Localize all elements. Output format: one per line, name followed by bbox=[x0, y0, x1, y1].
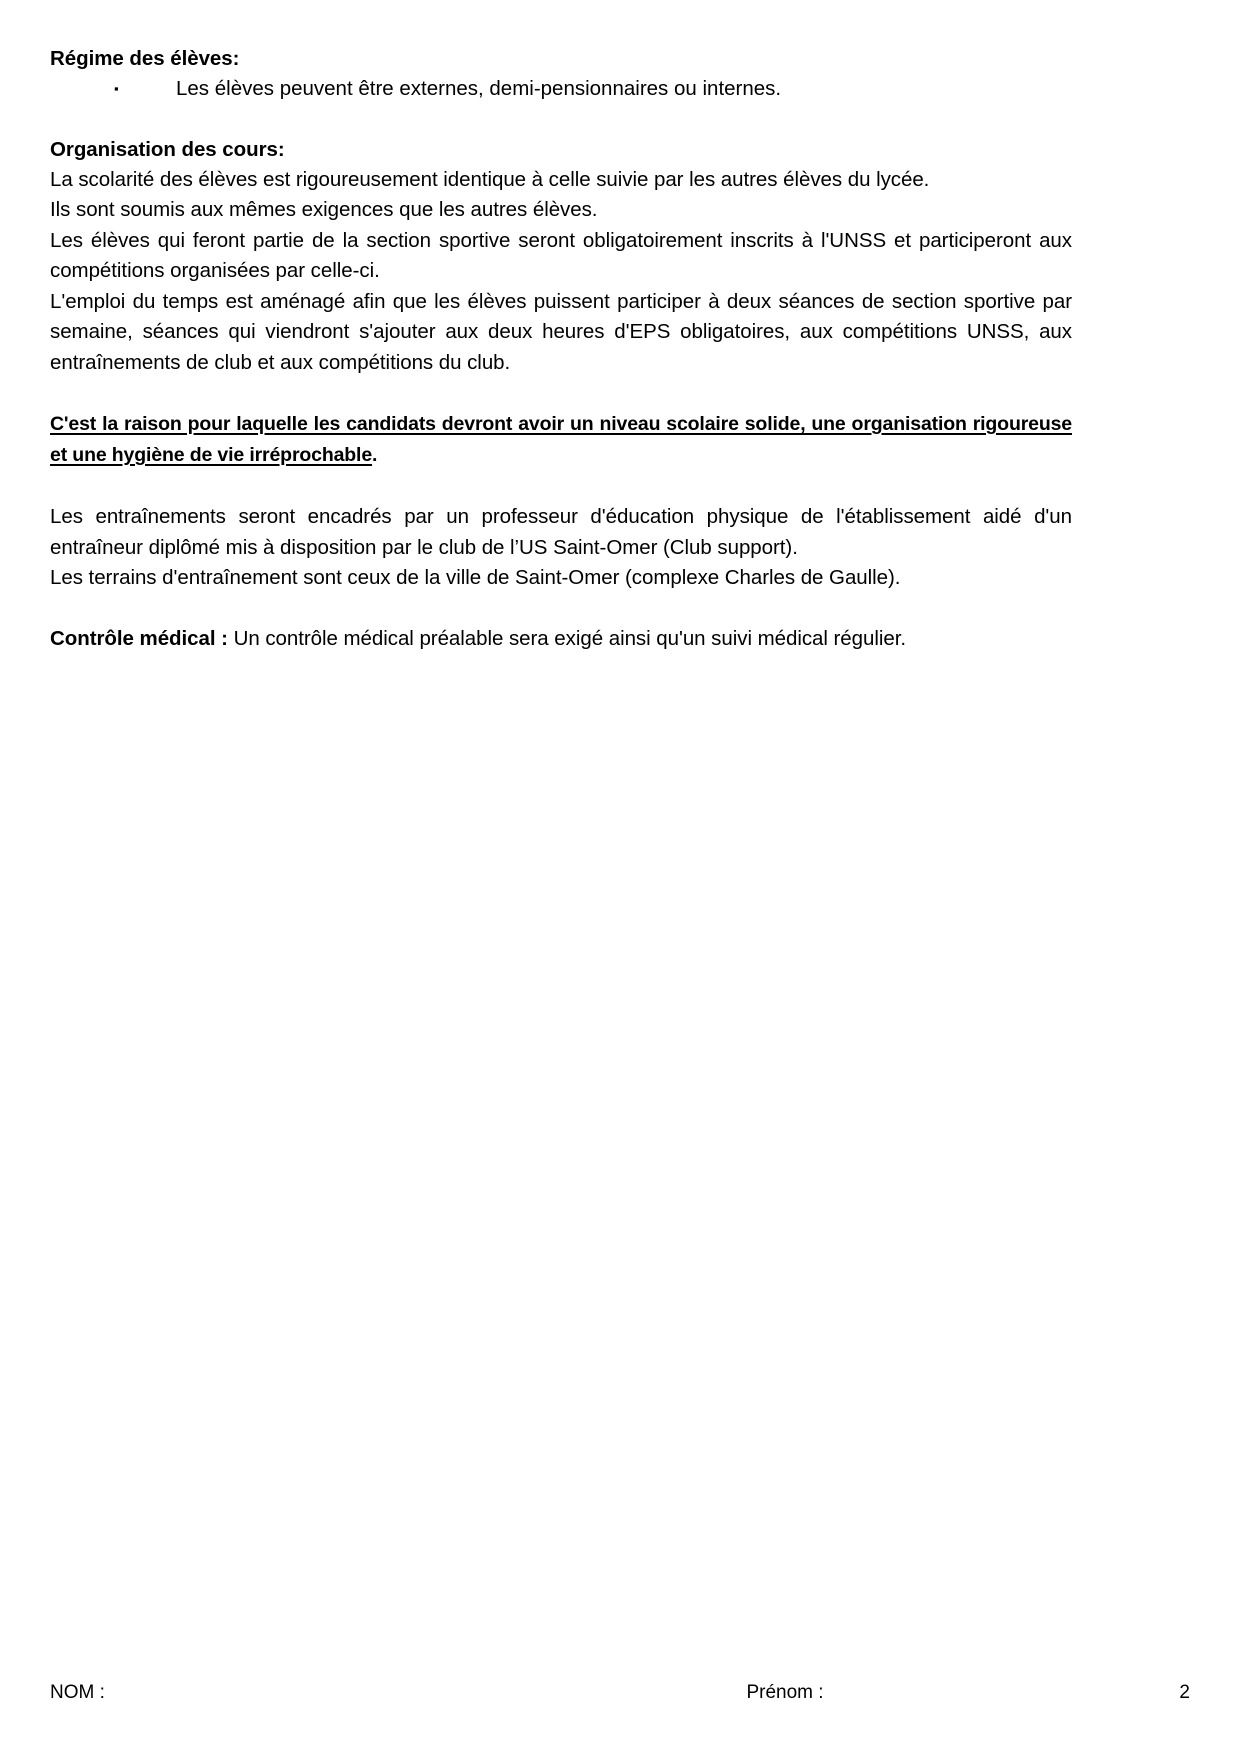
footer-prenom-label: Prénom : bbox=[746, 1682, 824, 1703]
spacer-before-controle bbox=[50, 594, 1072, 624]
controle-medical-label: Contrôle médical : bbox=[50, 626, 228, 650]
bullet-square-icon: ▪ bbox=[114, 81, 119, 96]
footer-nom-label: NOM : bbox=[50, 1682, 105, 1703]
emphasis-underlined-text: C'est la raison pour laquelle les candidats devront avoir un niveau scolaire solide, une organisation rigoureuse et une hygiène de vie irréprochable bbox=[50, 413, 1072, 466]
controle-medical-text: Un contrôle médical préalable sera exigé ainsi qu'un suivi médical régulier. bbox=[227, 626, 907, 650]
section-heading-organisation: Organisation des cours: bbox=[50, 137, 285, 161]
controle-medical-paragraph bbox=[50, 624, 1072, 655]
organisation-line-scolarite: La scolarité des élèves est rigoureusement identique à celle suivie par les autres élèves du lycée. bbox=[50, 167, 930, 191]
bullet-item-text: Les élèves peuvent être externes, demi-pensionnaires ou internes. bbox=[176, 77, 782, 100]
encadrement-line-terrains: Les terrains d'entraînement sont ceux de la ville de Saint-Omer (complexe Charles de Gaulle). bbox=[50, 566, 901, 589]
emphasis-statement bbox=[50, 409, 1072, 471]
organisation-paragraph-emploi-du-temps: L'emploi du temps est aménagé afin que les élèves puissent participer à deux séances de section sportive par semaine, séances qui viendront s'ajouter aux deux heures d'EPS obligatoires, aux compétitions UNSS, aux entraînements de club et aux compétitions du club. bbox=[50, 289, 1072, 374]
organisation-paragraph-unss: Les élèves qui feront partie de la section sportive seront obligatoirement inscrits à l'UNSS et participeront aux compétitions organisées par celle-ci. bbox=[50, 228, 1072, 282]
emphasis-trailing-period: . bbox=[372, 444, 378, 466]
spacer-before-emphasis bbox=[50, 378, 1072, 409]
spacer-after-regime bbox=[50, 105, 1072, 135]
page-content bbox=[50, 44, 1072, 654]
page-footer bbox=[50, 1680, 1190, 1706]
spacer-before-encadrement bbox=[50, 471, 1072, 502]
footer-page-number: 2 bbox=[1179, 1682, 1190, 1703]
section-heading-regime: Régime des élèves: bbox=[50, 47, 240, 70]
encadrement-paragraph: Les entraînements seront encadrés par un professeur d'éducation physique de l'établissement aidé d'un entraîneur diplômé mis à disposition par le club de l’US Saint-Omer (Club support). bbox=[50, 505, 1072, 559]
bullet-list-item-regime bbox=[50, 74, 1072, 105]
organisation-line-exigences: Ils sont soumis aux mêmes exigences que les autres élèves. bbox=[50, 198, 598, 221]
footer-center-group bbox=[440, 1680, 1130, 1706]
